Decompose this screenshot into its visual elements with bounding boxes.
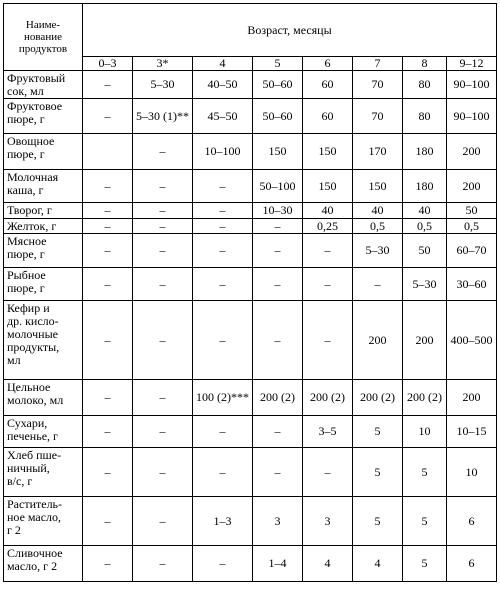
- table-cell: 50–100: [253, 170, 303, 203]
- product-name: Цельное молоко, мл: [4, 380, 83, 416]
- table-cell: –: [83, 380, 133, 416]
- table-cell: 180: [403, 170, 447, 203]
- table-cell: –: [133, 203, 193, 219]
- table-cell: 4: [353, 546, 403, 582]
- table-cell: –: [133, 219, 193, 234]
- table-cell: –: [253, 301, 303, 380]
- table-cell: 40–50: [193, 71, 253, 99]
- table-row: [4, 497, 497, 546]
- product-name: Сливочное масло, г 2: [4, 546, 83, 582]
- table-cell: 5: [353, 497, 403, 546]
- table-cell: 60–70: [447, 234, 497, 268]
- table-row: [4, 448, 497, 497]
- product-name: Желток, г: [4, 219, 83, 234]
- month-header: 7: [353, 57, 403, 71]
- table-cell: –: [83, 497, 133, 546]
- table-cell: 180: [403, 134, 447, 170]
- table-cell: –: [83, 301, 133, 380]
- table-cell: 50–60: [253, 71, 303, 99]
- product-name: Творог, г: [4, 203, 83, 219]
- table-row: [4, 203, 497, 219]
- table-cell: –: [133, 301, 193, 380]
- product-name: Овощное пюре, г: [4, 134, 83, 170]
- table-cell: 50: [447, 203, 497, 219]
- table-cell: –: [193, 170, 253, 203]
- feeding-table-wrapper: [3, 3, 497, 582]
- table-cell: 5: [353, 448, 403, 497]
- table-cell: –: [193, 234, 253, 268]
- month-header: 8: [403, 57, 447, 71]
- table-cell: –: [133, 416, 193, 448]
- table-row: [4, 234, 497, 268]
- table-cell: 10: [447, 448, 497, 497]
- table-cell: 80: [403, 71, 447, 99]
- table-cell: –: [83, 546, 133, 582]
- product-name: Мясное пюре, г: [4, 234, 83, 268]
- table-cell: –: [193, 416, 253, 448]
- month-header: 6: [303, 57, 353, 71]
- product-name: Рыбное пюре, г: [4, 268, 83, 301]
- table-cell: –: [133, 134, 193, 170]
- table-cell: 150: [303, 134, 353, 170]
- table-cell: 150: [303, 170, 353, 203]
- table-cell: 100 (2)***: [193, 380, 253, 416]
- table-cell: –: [83, 268, 133, 301]
- table-row: [4, 546, 497, 582]
- table-cell: 6: [447, 546, 497, 582]
- table-cell: 3–5: [303, 416, 353, 448]
- table-cell: 10–15: [447, 416, 497, 448]
- table-cell: 5: [353, 416, 403, 448]
- table-cell: 10–100: [193, 134, 253, 170]
- table-cell: 200 (2): [253, 380, 303, 416]
- table-cell: 400–500: [447, 301, 497, 380]
- table-cell: –: [83, 448, 133, 497]
- table-cell: 50–60: [253, 99, 303, 134]
- table-cell: 200: [447, 134, 497, 170]
- table-cell: 0,5: [447, 219, 497, 234]
- table-cell: 45–50: [193, 99, 253, 134]
- table-row: [4, 71, 497, 99]
- table-cell: –: [253, 219, 303, 234]
- table-cell: 80: [403, 99, 447, 134]
- product-name: Сухари, печенье, г: [4, 416, 83, 448]
- table-cell: 150: [253, 134, 303, 170]
- table-cell: –: [193, 203, 253, 219]
- table-cell: 5–30: [133, 71, 193, 99]
- table-cell: 10: [403, 416, 447, 448]
- table-cell: 50: [403, 234, 447, 268]
- table-cell: 6: [447, 497, 497, 546]
- table-cell: 40: [353, 203, 403, 219]
- table-cell: –: [193, 448, 253, 497]
- table-cell: –: [253, 268, 303, 301]
- product-name: Фруктовое пюре, г: [4, 99, 83, 134]
- table-cell: 200: [447, 380, 497, 416]
- table-cell: 200: [447, 170, 497, 203]
- table-row: [4, 99, 497, 134]
- table-cell: –: [303, 301, 353, 380]
- product-name: Раститель- ное масло, г 2: [4, 497, 83, 546]
- table-cell: 1–4: [253, 546, 303, 582]
- table-cell: –: [193, 268, 253, 301]
- table-cell: 5–30: [403, 268, 447, 301]
- table-cell: 5–30 (1)**: [133, 99, 193, 134]
- table-cell: 5: [403, 546, 447, 582]
- table-row: [4, 268, 497, 301]
- table-cell: 5: [403, 448, 447, 497]
- table-cell: 30–60: [447, 268, 497, 301]
- table-cell: 4: [303, 546, 353, 582]
- month-header: 3*: [133, 57, 193, 71]
- table-cell: 5: [403, 497, 447, 546]
- table-cell: 60: [303, 99, 353, 134]
- table-cell: 10–30: [253, 203, 303, 219]
- table-cell: –: [133, 448, 193, 497]
- product-name: Молочная каша, г: [4, 170, 83, 203]
- table-cell: –: [133, 546, 193, 582]
- table-cell: 200 (2): [403, 380, 447, 416]
- table-cell: 200 (2): [303, 380, 353, 416]
- table-row: [4, 380, 497, 416]
- table-cell: –: [133, 268, 193, 301]
- product-name: Хлеб пше- ничный, в/с, г: [4, 448, 83, 497]
- table-cell: –: [83, 71, 133, 99]
- month-header: 4: [193, 57, 253, 71]
- table-cell: 170: [353, 134, 403, 170]
- table-cell: 40: [403, 203, 447, 219]
- table-row: [4, 301, 497, 380]
- table-cell: 200: [353, 301, 403, 380]
- table-cell: –: [83, 170, 133, 203]
- table-cell: 0,25: [303, 219, 353, 234]
- table-row: [4, 134, 497, 170]
- month-header: 9–12: [447, 57, 497, 71]
- month-header: 0–3: [83, 57, 133, 71]
- table-cell: –: [83, 234, 133, 268]
- table-cell: 5–30: [353, 234, 403, 268]
- table-cell: –: [193, 546, 253, 582]
- table-cell: –: [253, 234, 303, 268]
- table-cell: 0,5: [353, 219, 403, 234]
- table-row: [4, 170, 497, 203]
- table-cell: [83, 134, 133, 170]
- table-cell: 3: [303, 497, 353, 546]
- table-cell: –: [193, 301, 253, 380]
- feeding-table: [3, 3, 497, 582]
- table-cell: 70: [353, 71, 403, 99]
- table-cell: –: [303, 234, 353, 268]
- table-cell: –: [133, 497, 193, 546]
- product-name: Кефир и др. кисло- молочные продукты, мл: [4, 301, 83, 380]
- table-cell: –: [133, 234, 193, 268]
- table-cell: 40: [303, 203, 353, 219]
- table-row: [4, 219, 497, 234]
- table-cell: –: [353, 268, 403, 301]
- table-cell: –: [83, 99, 133, 134]
- table-cell: –: [303, 448, 353, 497]
- table-cell: 1–3: [193, 497, 253, 546]
- table-cell: –: [253, 416, 303, 448]
- table-cell: 70: [353, 99, 403, 134]
- table-cell: 3: [253, 497, 303, 546]
- table-cell: 90–100: [447, 99, 497, 134]
- product-column-header: Наиме- нование продуктов: [4, 4, 83, 71]
- table-cell: 200 (2): [353, 380, 403, 416]
- header-row-group: [4, 4, 497, 57]
- age-months-header: Возраст, месяцы: [83, 4, 497, 57]
- table-cell: –: [83, 416, 133, 448]
- table-cell: –: [253, 448, 303, 497]
- table-cell: –: [83, 219, 133, 234]
- table-cell: –: [83, 203, 133, 219]
- product-name: Фруктовый сок, мл: [4, 71, 83, 99]
- table-cell: –: [193, 219, 253, 234]
- table-cell: 90–100: [447, 71, 497, 99]
- table-cell: –: [133, 380, 193, 416]
- table-cell: 150: [353, 170, 403, 203]
- table-cell: –: [133, 170, 193, 203]
- month-header: 5: [253, 57, 303, 71]
- table-cell: 0,5: [403, 219, 447, 234]
- table-cell: 60: [303, 71, 353, 99]
- table-cell: 200: [403, 301, 447, 380]
- table-row: [4, 416, 497, 448]
- table-cell: –: [303, 268, 353, 301]
